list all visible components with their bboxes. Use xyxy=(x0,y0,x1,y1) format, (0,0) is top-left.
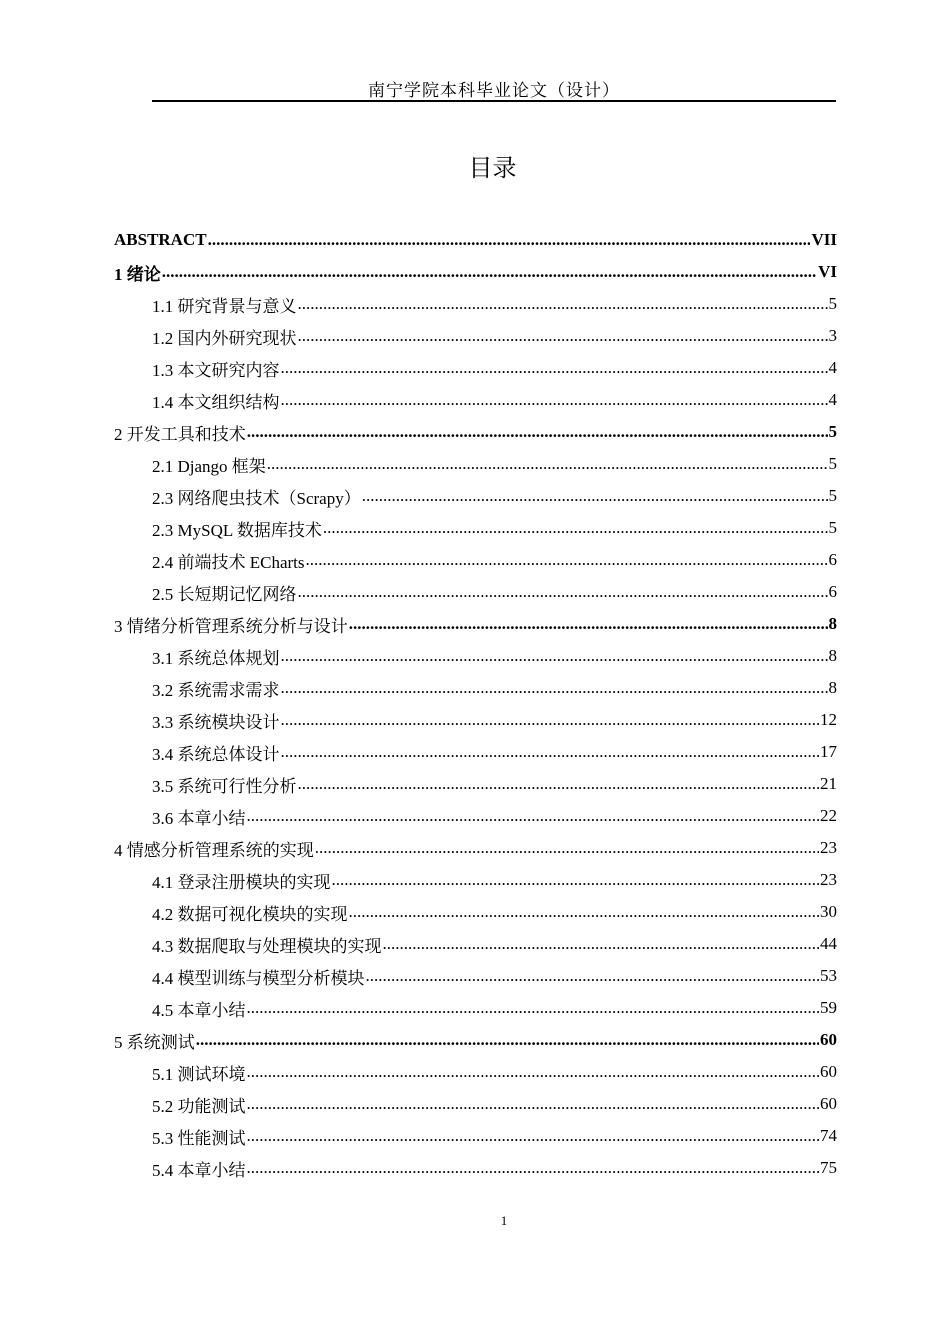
toc-entry[interactable] xyxy=(114,480,837,512)
toc-entry[interactable] xyxy=(114,320,837,352)
toc-dot-leader xyxy=(366,966,820,986)
toc-entry-page: 5 xyxy=(828,486,837,505)
toc-entry-label: 2.1 Django 框架 xyxy=(152,456,266,476)
toc-entry[interactable] xyxy=(114,1152,837,1184)
toc-entry-page: 53 xyxy=(820,966,837,985)
toc-dot-leader xyxy=(281,390,828,410)
toc-entry-page: 60 xyxy=(820,1094,837,1113)
toc-entry-page: 74 xyxy=(820,1126,837,1145)
toc-entry-page: 60 xyxy=(820,1030,837,1049)
toc-entry-page: 12 xyxy=(820,710,837,729)
toc-dot-leader xyxy=(247,998,820,1018)
toc-dot-leader xyxy=(208,230,811,250)
toc-dot-leader xyxy=(281,358,828,378)
toc-entry-label: 5.2 功能测试 xyxy=(152,1096,246,1116)
toc-entry[interactable] xyxy=(114,928,837,960)
toc-dot-leader xyxy=(247,1126,820,1146)
toc-entry-label: 2 开发工具和技术 xyxy=(114,424,246,444)
toc-entry[interactable] xyxy=(114,672,837,704)
toc-entry-page: 5 xyxy=(828,294,837,313)
toc-dot-leader xyxy=(298,294,828,314)
toc-entry-label: 4.3 数据爬取与处理模块的实现 xyxy=(152,936,382,956)
toc-dot-leader xyxy=(247,422,828,442)
page-number: 1 xyxy=(500,1213,508,1228)
toc-entry-page: VI xyxy=(818,262,837,281)
toc-dot-leader xyxy=(267,454,828,474)
toc-entry[interactable] xyxy=(114,224,837,256)
toc-dot-leader xyxy=(306,550,828,570)
toc-entry-label: 3.3 系统模块设计 xyxy=(152,712,280,732)
toc-entry[interactable] xyxy=(114,608,837,640)
toc-entry-page: 21 xyxy=(820,774,837,793)
toc-entry-page: 4 xyxy=(828,358,837,377)
toc-entry-label: 2.3 MySQL 数据库技术 xyxy=(152,520,322,540)
toc-entry-page: 22 xyxy=(820,806,837,825)
toc-entry-label: 1.4 本文组织结构 xyxy=(152,392,280,412)
toc-entry-label: 2.3 网络爬虫技术（Scrapy） xyxy=(152,488,361,508)
toc-dot-leader xyxy=(281,710,820,730)
toc-entry-page: 8 xyxy=(828,678,837,697)
toc-entry-label: 5.1 测试环境 xyxy=(152,1064,246,1084)
toc-entry[interactable] xyxy=(114,448,837,480)
toc-entry-page: 5 xyxy=(828,518,837,537)
toc-entry[interactable] xyxy=(114,896,837,928)
toc-dot-leader xyxy=(349,614,828,634)
toc-entry-page: 75 xyxy=(820,1158,837,1177)
toc-entry-label: 1.1 研究背景与意义 xyxy=(152,296,297,316)
toc-dot-leader xyxy=(247,806,820,826)
toc-dot-leader xyxy=(315,838,819,858)
toc-entry-label: 3.2 系统需求需求 xyxy=(152,680,280,700)
toc-entry-page: 23 xyxy=(820,838,837,857)
toc-dot-leader xyxy=(281,742,820,762)
toc-entry-page: 30 xyxy=(820,902,837,921)
toc-entry-label: 3.6 本章小结 xyxy=(152,808,246,828)
toc-entry-page: 59 xyxy=(820,998,837,1017)
toc-entry-label: 5.3 性能测试 xyxy=(152,1128,246,1148)
toc-entry-page: 6 xyxy=(828,582,837,601)
toc-entry-label: 3.5 系统可行性分析 xyxy=(152,776,297,796)
toc-entry-label: 3.4 系统总体设计 xyxy=(152,744,280,764)
toc-entry[interactable] xyxy=(114,832,837,864)
toc-entry[interactable] xyxy=(114,352,837,384)
toc-entry-page: 3 xyxy=(828,326,837,345)
toc-entry[interactable] xyxy=(114,544,837,576)
toc-entry[interactable] xyxy=(114,256,837,288)
toc-entry-label: 1.3 本文研究内容 xyxy=(152,360,280,380)
toc-entry-label: 1.2 国内外研究现状 xyxy=(152,328,297,348)
toc-entry-label: 5 系统测试 xyxy=(114,1032,195,1052)
toc-entry[interactable] xyxy=(114,992,837,1024)
toc-entry[interactable] xyxy=(114,704,837,736)
toc-dot-leader xyxy=(281,646,828,666)
toc-entry[interactable] xyxy=(114,576,837,608)
toc-dot-leader xyxy=(247,1094,820,1114)
toc-entry-page: 17 xyxy=(820,742,837,761)
toc-entry-page: 44 xyxy=(820,934,837,953)
toc-entry-label: 1 绪论 xyxy=(114,264,161,284)
toc-entry-page: 8 xyxy=(828,614,837,633)
toc-dot-leader xyxy=(162,262,817,282)
toc-entry-label: 2.5 长短期记忆网络 xyxy=(152,584,297,604)
toc-dot-leader xyxy=(281,678,828,698)
toc-entry[interactable] xyxy=(114,736,837,768)
header-rule xyxy=(152,100,836,102)
toc-dot-leader xyxy=(298,774,820,794)
toc-entry-label: ABSTRACT xyxy=(114,230,207,249)
toc-dot-leader xyxy=(383,934,820,954)
toc-entry[interactable] xyxy=(114,384,837,416)
toc-entry[interactable] xyxy=(114,1120,837,1152)
toc-dot-leader xyxy=(298,582,828,602)
table-of-contents xyxy=(114,224,837,1184)
toc-entry[interactable] xyxy=(114,640,837,672)
toc-entry[interactable] xyxy=(114,864,837,896)
toc-dot-leader xyxy=(332,870,820,890)
toc-entry[interactable] xyxy=(114,1056,837,1088)
toc-title: 目录 xyxy=(468,154,517,182)
toc-entry-label: 3.1 系统总体规划 xyxy=(152,648,280,668)
toc-dot-leader xyxy=(247,1158,820,1178)
toc-entry[interactable] xyxy=(114,416,837,448)
running-header: 南宁学院本科毕业论文（设计） xyxy=(368,81,620,101)
toc-entry[interactable] xyxy=(114,1024,837,1056)
toc-entry-label: 5.4 本章小结 xyxy=(152,1160,246,1180)
toc-entry-label: 4.4 模型训练与模型分析模块 xyxy=(152,968,365,988)
toc-dot-leader xyxy=(323,518,828,538)
toc-entry-page: 5 xyxy=(828,422,837,441)
toc-dot-leader xyxy=(362,486,828,506)
toc-entry-label: 2.4 前端技术 ECharts xyxy=(152,552,305,572)
toc-entry-page: 60 xyxy=(820,1062,837,1081)
toc-dot-leader xyxy=(349,902,820,922)
toc-entry[interactable] xyxy=(114,1088,837,1120)
toc-entry-page: 4 xyxy=(828,390,837,409)
toc-entry[interactable] xyxy=(114,288,837,320)
toc-entry-label: 4.1 登录注册模块的实现 xyxy=(152,872,331,892)
toc-entry-page: VII xyxy=(811,230,837,249)
toc-entry-page: 23 xyxy=(820,870,837,889)
toc-entry-label: 4.5 本章小结 xyxy=(152,1000,246,1020)
toc-dot-leader xyxy=(298,326,828,346)
toc-dot-leader xyxy=(196,1030,819,1050)
toc-entry[interactable] xyxy=(114,768,837,800)
toc-entry-label: 4 情感分析管理系统的实现 xyxy=(114,840,314,860)
toc-entry[interactable] xyxy=(114,512,837,544)
toc-entry-page: 6 xyxy=(828,550,837,569)
toc-entry-label: 3 情绪分析管理系统分析与设计 xyxy=(114,616,348,636)
toc-entry-page: 5 xyxy=(828,454,837,473)
toc-entry-label: 4.2 数据可视化模块的实现 xyxy=(152,904,348,924)
toc-entry-page: 8 xyxy=(828,646,837,665)
toc-entry[interactable] xyxy=(114,800,837,832)
toc-entry[interactable] xyxy=(114,960,837,992)
toc-dot-leader xyxy=(247,1062,820,1082)
